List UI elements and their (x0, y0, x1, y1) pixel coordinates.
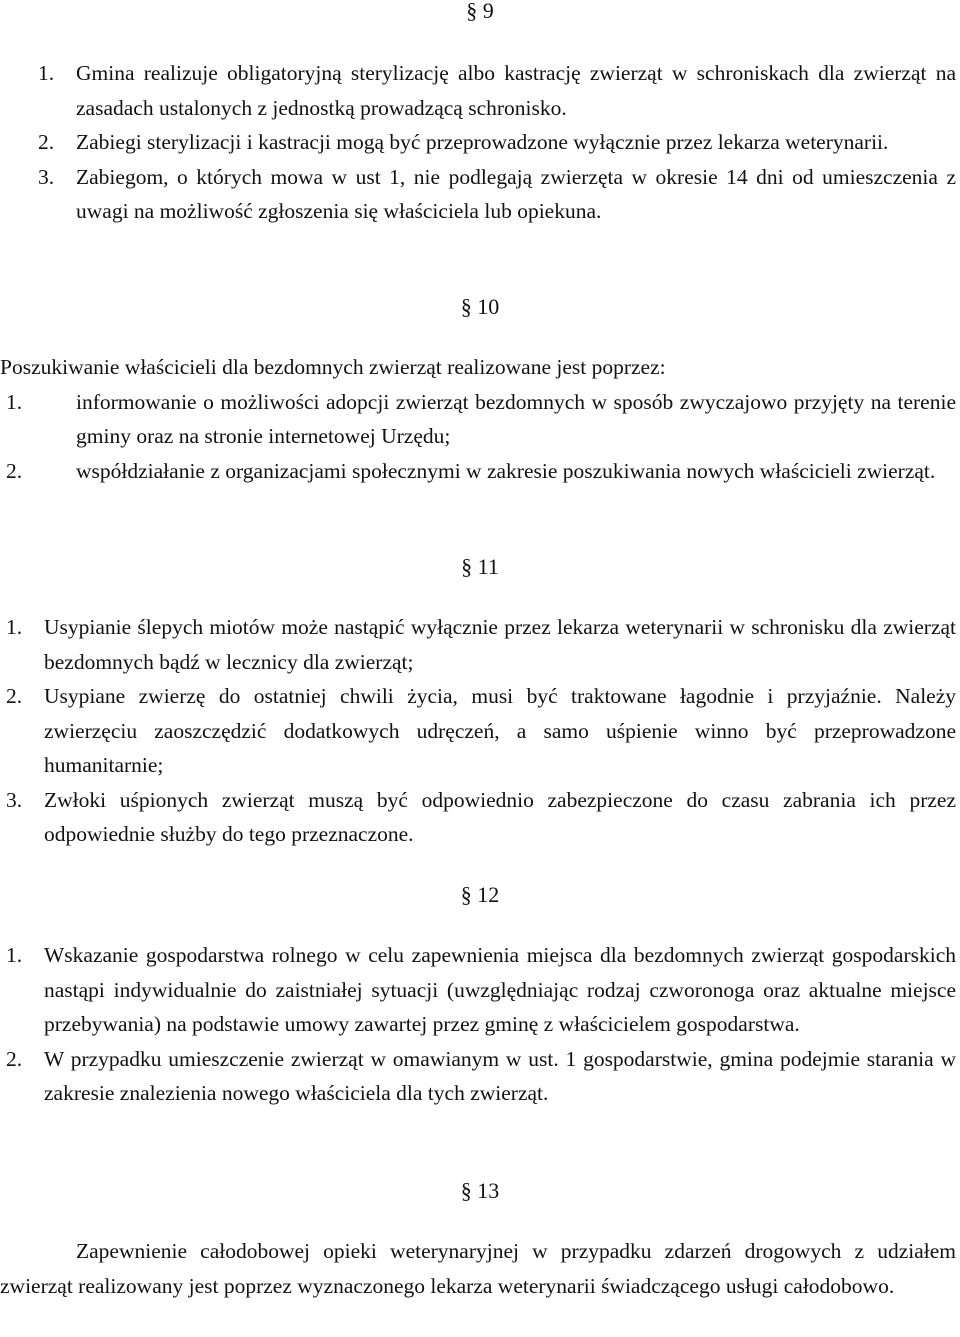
list-item (0, 610, 956, 679)
item-text: Usypianie ślepych miotów może nastąpić wyłącznie przez lekarza weterynarii w schronisku dla zwierząt bezdomnych bądź w lecznicy dla zwierząt; (44, 615, 956, 674)
item-number: 2. (6, 684, 23, 708)
item-number: 3. (6, 787, 23, 812)
item-number: 2. (6, 458, 23, 483)
item-number: 1. (6, 389, 23, 414)
section-10-list (0, 350, 956, 488)
section-9-list (0, 56, 956, 229)
section-9-title: § 9 (466, 0, 494, 23)
section-13-title: § 13 (460, 1178, 500, 1203)
item-text: informowanie o możliwości adopcji zwierząt bezdomnych w sposób zwyczajowo przyjęty na terenie gminy oraz na stronie internetowej Urzędu; (76, 389, 956, 448)
list-item (0, 454, 956, 489)
list-item (0, 385, 956, 454)
item-text: Usypiane zwierzę do ostatniej chwili życia, musi być traktowane łagodnie i przyjaźnie. Należy zwierzęciu zaoszczędzić dodatkowych udręczeń, a samo uśpienie winno być przeprowadzone humanitarnie; (44, 684, 956, 777)
section-11-list (0, 610, 956, 852)
section-11-title: § 11 (461, 554, 499, 579)
list-item (0, 56, 956, 125)
section-13-body (0, 1234, 956, 1303)
section-10-title: § 10 (460, 294, 500, 319)
item-text: Zabiegi sterylizacji i kastracji mogą być przeprowadzone wyłącznie przez lekarza weterynarii. (76, 130, 889, 154)
list-item (0, 679, 956, 783)
item-text: Zwłoki uśpionych zwierząt muszą być odpowiednio zabezpieczone do czasu zabrania ich przez odpowiednie służby do tego przeznaczone. (44, 787, 956, 846)
section-12-title: § 12 (460, 882, 500, 907)
list-item (0, 783, 956, 852)
item-text: Gmina realizuje obligatoryjną sterylizację albo kastrację zwierząt w schroniskach dla zwierząt na zasadach ustalonych z jednostką prowadzącą schronisko. (76, 61, 956, 120)
item-text: Wskazanie gospodarstwa rolnego w celu zapewnienia miejsca dla bezdomnych zwierząt gospodarskich nastąpi indywidualnie do zaistniałej sytuacji (uwzględniając rodzaj czworonoga oraz aktualne miejsce przebywania) na podstawie umowy zawartej przez gminę z właścicielem gospodarstwa. (44, 943, 956, 1036)
item-number: 1. (6, 615, 23, 639)
list-item (0, 160, 956, 229)
section-12-list (0, 938, 956, 1111)
item-number: 2. (38, 130, 55, 154)
list-item (0, 125, 956, 160)
section-13-paragraph: Zapewnienie całodobowej opieki weterynaryjnej w przypadku zdarzeń drogowych z udziałem zwierząt realizowany jest poprzez wyznaczonego lekarza weterynarii świadczącego usługi całodobowo. (0, 1239, 956, 1298)
item-text: współdziałanie z organizacjami społecznymi w zakresie poszukiwania nowych właścicieli zwierząt. (76, 458, 936, 483)
list-item (0, 938, 956, 1042)
item-text: Zabiegom, o których mowa w ust 1, nie podlegają zwierzęta w okresie 14 dni od umieszczenia z uwagi na możliwość zgłoszenia się właściciela lub opiekuna. (76, 164, 956, 223)
item-number: 1. (38, 61, 55, 85)
item-number: 1. (6, 943, 23, 967)
section-10-intro: Poszukiwanie właścicieli dla bezdomnych zwierząt realizowane jest poprzez: (0, 355, 666, 379)
item-number: 3. (38, 164, 55, 189)
item-number: 2. (6, 1046, 23, 1071)
list-item (0, 1042, 956, 1111)
item-text: W przypadku umieszczenie zwierząt w omawianym w ust. 1 gospodarstwie, gmina podejmie starania w zakresie znalezienia nowego właściciela dla tych zwierząt. (44, 1046, 956, 1105)
